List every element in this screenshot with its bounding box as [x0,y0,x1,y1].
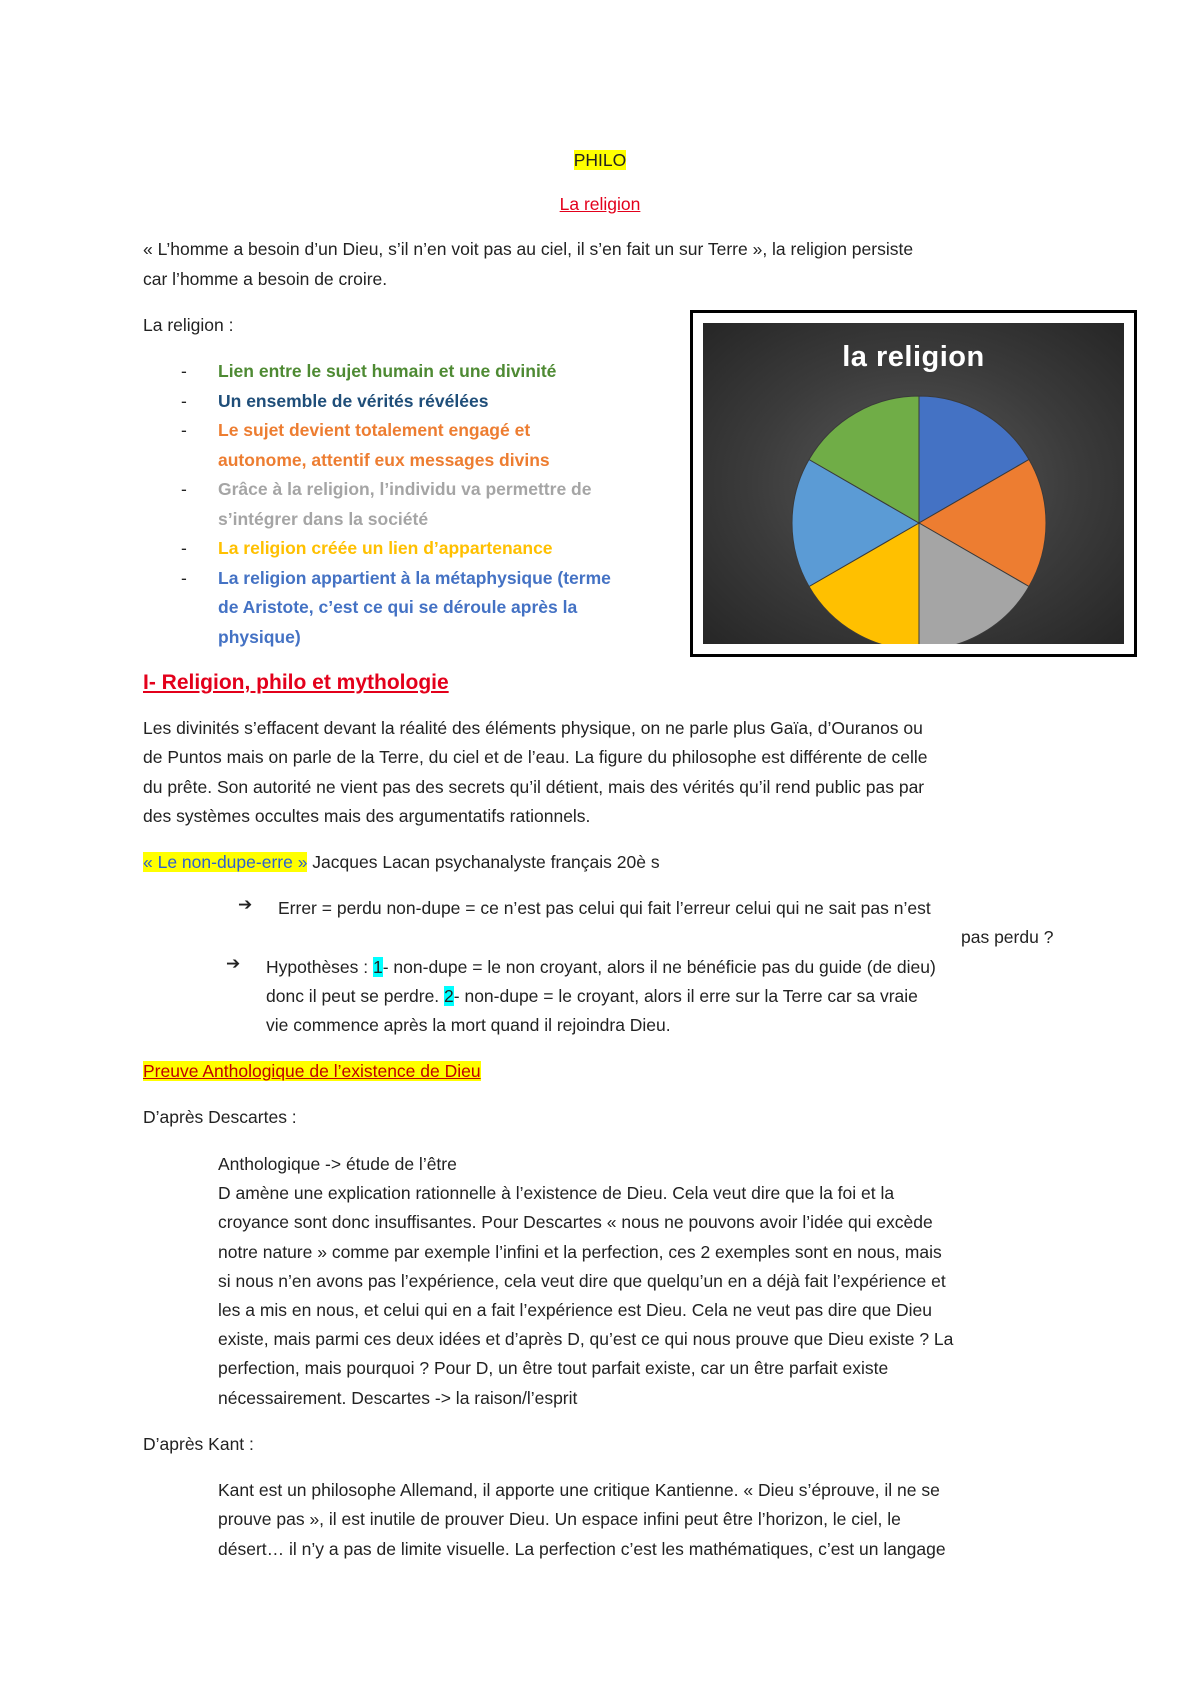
list-item-line: Le sujet devient totalement engagé et [218,420,531,440]
hypotheses-label: Hypothèses : [266,957,373,977]
kant-line: prouve pas », il est inutile de prouver Dieu. Un espace infini peut être l’horizon, le ciel, le [218,1509,901,1530]
section-heading-2 [143,1057,481,1086]
list-bullet: - [181,538,187,558]
intro-line-1: « L’homme a besoin d’un Dieu, s’il n’en voit pas au ciel, il s’en fait un sur Terre », la religion persiste [143,239,914,259]
title-line [0,190,1200,219]
paragraph-line: des systèmes occultes mais des argumentatifs rationnels. [143,806,591,827]
descartes-line: les a mis en nous, et celui qui en a fait l’expérience est Dieu. Cela ne veut pas dire que Dieu [218,1300,933,1320]
descartes-line: nécessairement. Descartes -> la raison/l’esprit [218,1387,578,1408]
section-heading-1 [143,668,449,698]
hypothesis-text-1: - non-dupe = le non croyant, alors il ne bénéficie pas du guide (de dieu) [382,957,936,977]
list-item-line: autonome, attentif eux messages divins [218,449,550,470]
list-item-line: de Aristote, c’est ce qui se déroule après la [218,597,578,617]
paragraph-line: Les divinités s’effacent devant la réalité des éléments physique, on ne parle plus Gaïa, d’Ouranos ou [143,718,923,738]
arrow2-line-1 [266,953,936,982]
descartes-label: D’après Descartes : [143,1107,297,1127]
arrow2-line-2 [266,982,918,1011]
list-item-line: s’intégrer dans la société [218,508,429,529]
chart-frame [690,310,1137,657]
paragraph-line: du prête. Son autorité ne vient pas des secrets qu’il détient, mais des vérités qu’il rend public pas par [143,776,925,797]
arrow1-line-a: Errer = perdu non-dupe = ce n’est pas celui qui fait l’erreur celui qui ne sait pas n’est [278,898,931,918]
arrow-right-icon: ➔ [226,954,241,973]
hypothesis-text-2: - non-dupe = le croyant, alors il erre sur la Terre car sa vraie [453,986,918,1006]
quote-text: « Le non-dupe-erre » [143,852,308,872]
list-bullet: - [181,567,187,588]
list-item-line: Lien entre le sujet humain et une divinité [218,361,557,381]
page-title: La religion [559,194,641,214]
chart-area [703,323,1124,644]
list-item-line: La religion appartient à la métaphysique (terme [218,567,611,588]
hypothesis-number-2: 2 [444,986,454,1006]
quote-rest: Jacques Lacan psychanalyste français 20è s [307,852,660,872]
arrow2-line-3: vie commence après la mort quand il rejoindra Dieu. [266,1015,671,1035]
arrow-right-icon: ➔ [238,895,253,914]
subject-label: PHILO [573,150,627,170]
hypothesis-text-1-end: donc il peut se perdre. [266,986,445,1006]
list-bullet: - [181,479,187,499]
descartes-line: existe, mais parmi ces deux idées et d’après D, qu’est ce qui nous prouve que Dieu existe ? La [218,1329,954,1350]
descartes-line: si nous n’en avons pas l’expérience, cela veut dire que quelqu’un en a déjà fait l’expérience et [218,1270,946,1291]
intro-line-2: car l’homme a besoin de croire. [143,269,388,289]
list-bullet: - [181,361,187,381]
subject-line [0,146,1200,175]
chart-title: la religion [842,341,985,373]
list-item-line: Un ensemble de vérités révélées [218,390,489,411]
descartes-line: croyance sont donc insuffisantes. Pour Descartes « nous ne pouvons avoir l’idée qui excède [218,1212,933,1233]
pie-chart [703,323,1124,644]
kant-label: D’après Kant : [143,1434,254,1454]
list-item-line: La religion créée un lien d’appartenance [218,538,553,558]
paragraph-line: de Puntos mais on parle de la Terre, du ciel et de l’eau. La figure du philosophe est différente de celle [143,747,928,768]
list-bullet: - [181,390,187,411]
list-label: La religion : [143,315,234,335]
quote-line [143,848,660,877]
hypothesis-number-1: 1 [373,957,383,977]
list-item-line: Grâce à la religion, l’individu va permettre de [218,479,592,499]
list-item-line: physique) [218,626,301,647]
descartes-line: perfection, mais pourquoi ? Pour D, un être tout parfait existe, car un être parfait existe [218,1358,889,1379]
list-bullet: - [181,420,187,440]
descartes-line: notre nature » comme par exemple l’infini et la perfection, ces 2 exemples sont en nous, mais [218,1241,942,1262]
descartes-line: D amène une explication rationnelle à l’existence de Dieu. Cela veut dire que la foi et la [218,1183,895,1204]
section-heading-2-text: Preuve Anthologique de l’existence de Dieu [143,1061,481,1081]
kant-line: Kant est un philosophe Allemand, il apporte une critique Kantienne. « Dieu s’éprouve, il ne se [218,1480,940,1500]
kant-line: désert… il n’y a pas de limite visuelle. La perfection c’est les mathématiques, c’est un langage [218,1538,946,1559]
section-heading-1-text: I- Religion, philo et mythologie [143,671,449,694]
descartes-line: Anthologique -> étude de l’être [218,1154,457,1174]
arrow1-line-b: pas perdu ? [961,927,1054,947]
